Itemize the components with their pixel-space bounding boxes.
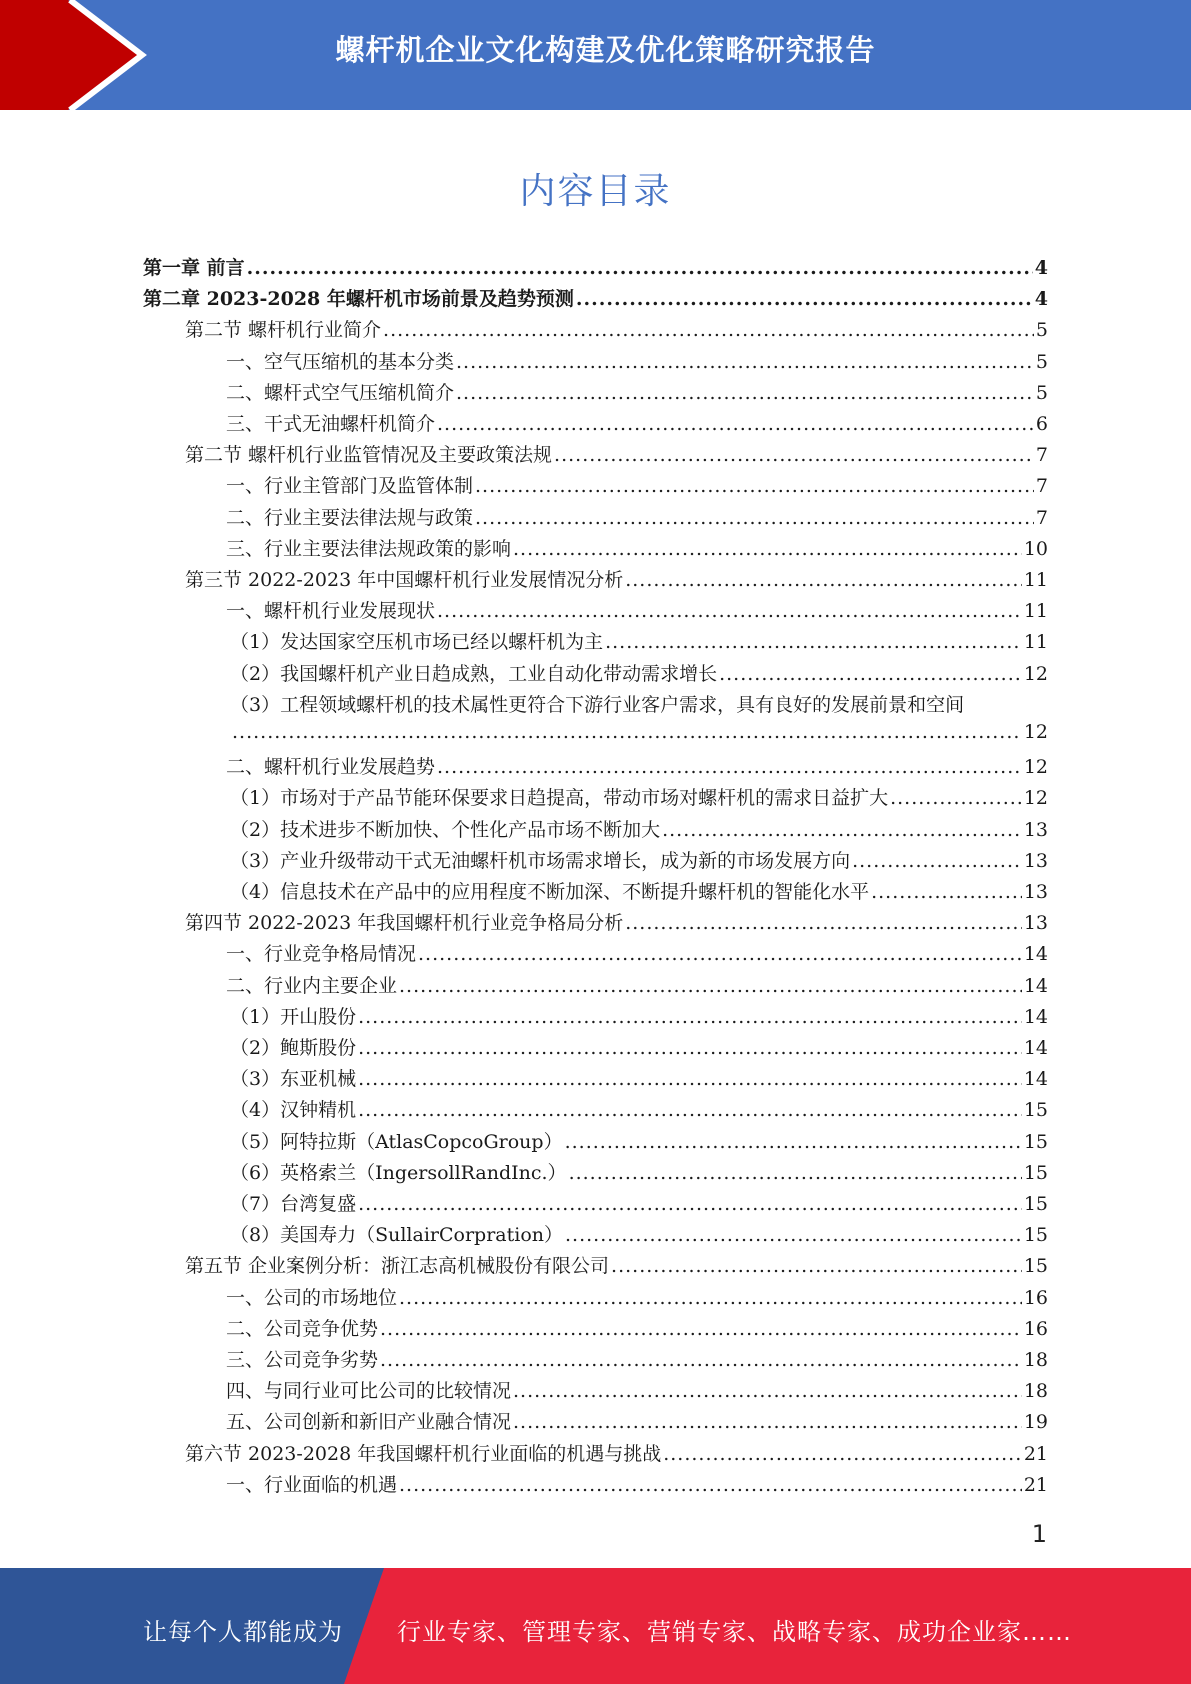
leader-dots: [625, 912, 1022, 934]
leader-dots: [456, 382, 1034, 404]
toc-entry-page: 21: [1023, 1442, 1048, 1465]
page-number: 1: [1031, 1520, 1047, 1548]
toc-entry-label: （2）技术进步不断加快、个性化产品市场不断加大: [230, 818, 661, 841]
toc-entry-label: 第三节 2022-2023 年中国螺杆机行业发展情况分析: [185, 569, 624, 591]
toc-entry-page: 15: [1023, 1224, 1048, 1247]
leader-dots: [871, 881, 1022, 903]
toc-entry-label: （1）市场对于产品节能环保要求日趋提高，带动市场对螺杆机的需求日益扩大: [230, 787, 889, 810]
toc-entry-page: 5: [1035, 350, 1048, 373]
toc-entry-label: （3）东亚机械: [230, 1068, 357, 1091]
toc-entry[interactable]: [226, 503, 1048, 534]
toc-entry-page: 18: [1023, 1349, 1048, 1371]
leader-dots: [437, 413, 1034, 435]
toc-entry-page: 12: [1023, 662, 1048, 685]
toc-entry-label: （2）我国螺杆机产业日趋成熟，工业自动化带动需求增长: [230, 662, 718, 685]
toc-entry-page: 7: [1035, 444, 1048, 467]
toc-entry[interactable]: [143, 253, 1048, 284]
toc-entry-page: 11: [1023, 600, 1048, 623]
leader-dots: [625, 569, 1022, 591]
leader-dots: [663, 1443, 1022, 1465]
toc-entry[interactable]: [230, 1033, 1048, 1064]
toc-entry-label: 二、螺杆式空气压缩机简介: [226, 381, 455, 404]
toc-entry[interactable]: [143, 284, 1048, 315]
leader-dots: [380, 1349, 1022, 1371]
toc-entry[interactable]: [230, 877, 1048, 908]
leader-dots: [475, 475, 1034, 497]
toc-entry[interactable]: [226, 1345, 1048, 1376]
toc-entry[interactable]: [230, 1220, 1048, 1251]
toc-entry-label: 四、与同行业可比公司的比较情况: [226, 1380, 512, 1403]
toc-entry[interactable]: [185, 565, 1048, 596]
toc-entry-page: 4: [1034, 257, 1048, 279]
toc-entry[interactable]: [226, 1314, 1048, 1345]
toc-entry[interactable]: [226, 347, 1048, 378]
leader-dots: [358, 1099, 1022, 1121]
toc-entry-label: 一、螺杆机行业发展现状: [226, 600, 436, 623]
leader-dots: [399, 1287, 1022, 1309]
toc-entry-label: 第四节 2022-2023 年我国螺杆机行业竞争格局分析: [185, 912, 624, 935]
toc-entry-label: （7）台湾复盛: [230, 1193, 357, 1215]
toc-entry[interactable]: [230, 1127, 1048, 1158]
toc-entry-page: 7: [1035, 475, 1048, 498]
toc-entry-label: 一、公司的市场地位: [226, 1286, 398, 1309]
toc-heading: 内容目录: [519, 171, 672, 212]
toc-entry-page: 11: [1023, 631, 1048, 654]
leader-dots: [399, 975, 1022, 997]
leader-dots: [418, 943, 1022, 965]
toc-entry-page: 14: [1023, 1005, 1048, 1028]
toc-entry-label: （6）英格索兰（IngersollRandInc.）: [230, 1161, 567, 1184]
toc-entry[interactable]: [230, 721, 1048, 752]
leader-dots: [576, 288, 1033, 310]
leader-dots: [232, 721, 1022, 743]
toc-entry-page: 6: [1035, 413, 1048, 435]
toc-entry[interactable]: [230, 1064, 1048, 1095]
toc-entry-page: 21: [1023, 1473, 1048, 1496]
leader-dots: [358, 1193, 1022, 1215]
toc-entry[interactable]: [230, 783, 1048, 814]
toc-entry-label: 二、行业内主要企业: [226, 974, 398, 997]
toc-entry-page: 19: [1023, 1411, 1048, 1434]
leader-dots: [719, 663, 1022, 685]
toc-entry-page: 10: [1023, 537, 1048, 560]
toc-entry-page: 5: [1035, 319, 1048, 342]
toc-entry-label: 一、行业竞争格局情况: [226, 943, 417, 966]
toc-entry-page: 13: [1023, 849, 1048, 872]
toc-entry-page: 13: [1023, 881, 1048, 903]
toc-entry-label: 第二节 螺杆机行业简介: [185, 319, 382, 342]
toc-entry-page: 16: [1023, 1286, 1048, 1309]
leader-dots: [611, 1255, 1022, 1277]
toc-entry-label: （1）发达国家空压机市场已经以螺杆机为主: [230, 631, 604, 654]
leader-dots: [437, 600, 1022, 622]
toc-entry-label: 二、公司竞争优势: [226, 1317, 379, 1340]
leader-dots: [358, 1068, 1022, 1090]
leader-dots: [890, 787, 1022, 809]
toc-entry-label: （8）美国寿力（SullairCorpration）: [230, 1224, 564, 1247]
toc-entry-page: 5: [1035, 381, 1048, 404]
toc-entry-label: 一、行业主管部门及监管体制: [226, 475, 474, 498]
leader-dots: [513, 1411, 1022, 1433]
toc-entry[interactable]: [226, 378, 1048, 409]
toc-entry-page: 12: [1023, 787, 1048, 810]
toc-entry-label: （2）鲍斯股份: [230, 1037, 357, 1059]
leader-dots: [383, 319, 1034, 341]
leader-dots: [437, 756, 1022, 778]
toc-entry[interactable]: [226, 596, 1048, 627]
toc-entry-page: 14: [1023, 1037, 1048, 1059]
toc-entry-page: 11: [1023, 569, 1048, 591]
toc-entry-label: 第二节 螺杆机行业监管情况及主要政策法规: [185, 444, 553, 467]
toc-entry[interactable]: [185, 1439, 1048, 1470]
leader-dots: [358, 1006, 1022, 1028]
footer-slogan-list: 行业专家、管理专家、营销专家、战略专家、成功企业家……: [397, 1618, 1072, 1646]
leader-dots: [456, 351, 1034, 373]
toc-entry[interactable]: [230, 1002, 1048, 1033]
toc-entry-label: 三、公司竞争劣势: [226, 1349, 379, 1371]
leader-dots: [605, 631, 1022, 653]
toc-entry-label: （4）汉钟精机: [230, 1099, 357, 1122]
leader-dots: [399, 1474, 1022, 1496]
leader-dots: [475, 507, 1034, 529]
toc-entry-page: 4: [1034, 288, 1048, 311]
toc-entry-page: 12: [1023, 756, 1048, 779]
toc-entry[interactable]: [185, 315, 1048, 346]
toc-entry-label: （3）产业升级带动干式无油螺杆机市场需求增长，成为新的市场发展方向: [230, 849, 851, 872]
toc-entry[interactable]: [226, 1407, 1048, 1438]
toc-entry[interactable]: [185, 908, 1048, 939]
toc-entry-page: 16: [1023, 1317, 1048, 1340]
toc-entry[interactable]: [226, 1470, 1048, 1501]
toc-entry[interactable]: [230, 1189, 1048, 1220]
toc-entry-page: 15: [1023, 1193, 1048, 1215]
toc-entry-page: 13: [1023, 818, 1048, 841]
leader-dots: [513, 538, 1022, 560]
leader-dots: [565, 1131, 1022, 1153]
toc-entry[interactable]: [230, 1158, 1048, 1189]
toc-entry-label: （1）开山股份: [230, 1005, 357, 1028]
toc-entry-page: 14: [1023, 943, 1048, 966]
toc-entry-label: （5）阿特拉斯（AtlasCopcoGroup）: [230, 1130, 563, 1153]
report-header: [0, 0, 1191, 110]
toc-entry-label: 五、公司创新和新旧产业融合情况: [226, 1411, 512, 1434]
leader-dots: [380, 1318, 1022, 1340]
leader-dots: [569, 1162, 1022, 1184]
toc-entry[interactable]: [230, 846, 1048, 877]
toc-entry-page: 15: [1023, 1161, 1048, 1184]
toc-entry-page: 13: [1023, 912, 1048, 935]
toc-entry-page: 15: [1023, 1130, 1048, 1153]
toc-entry[interactable]: [226, 1376, 1048, 1407]
toc-entry-label: 三、干式无油螺杆机简介: [226, 413, 436, 435]
toc-entry-label: 三、行业主要法律法规政策的影响: [226, 537, 512, 560]
toc-entry-label: 第五节 企业案例分析：浙江志高机械股份有限公司: [185, 1255, 610, 1278]
leader-dots: [852, 850, 1022, 872]
toc-entry-label: 第二章 2023-2028 年螺杆机市场前景及趋势预测: [143, 288, 574, 311]
toc-entry[interactable]: [226, 471, 1048, 502]
toc-entry[interactable]: [230, 1095, 1048, 1126]
report-title: 螺杆机企业文化构建及优化策略研究报告: [335, 33, 876, 67]
toc-entry[interactable]: [226, 752, 1048, 783]
footer-banner: [0, 1568, 1191, 1684]
leader-dots: [565, 1224, 1022, 1246]
toc-entry[interactable]: [185, 1251, 1048, 1282]
leader-dots: [662, 819, 1022, 841]
toc-entry-label: 一、行业面临的机遇: [226, 1473, 398, 1496]
toc-entry-label: （4）信息技术在产品中的应用程度不断加深、不断提升螺杆机的智能化水平: [230, 881, 870, 903]
toc-entry-label: 一、空气压缩机的基本分类: [226, 350, 455, 373]
leader-dots: [358, 1037, 1022, 1059]
toc-entry-page: 15: [1023, 1255, 1048, 1278]
toc-entry[interactable]: [226, 971, 1048, 1002]
toc-entry[interactable]: [185, 440, 1048, 471]
footer-slogan-lead: 让每个人都能成为: [143, 1618, 343, 1646]
leader-dots: [247, 257, 1033, 279]
toc-entry-label: （3）工程领域螺杆机的技术属性更符合下游行业客户需求，具有良好的发展前景和空间: [230, 693, 965, 716]
toc-entry-page: 12: [1023, 721, 1048, 743]
toc-entry-page: 14: [1023, 974, 1048, 997]
toc-entry[interactable]: [226, 409, 1048, 440]
toc-entry[interactable]: [230, 815, 1048, 846]
leader-dots: [513, 1380, 1022, 1402]
toc-entry-label: 第六节 2023-2028 年我国螺杆机行业面临的机遇与挑战: [185, 1442, 662, 1465]
toc-entry[interactable]: [230, 627, 1048, 658]
leader-dots: [554, 444, 1034, 466]
toc-entry[interactable]: [230, 659, 1048, 690]
toc-entry-page: 15: [1023, 1099, 1048, 1122]
toc-entry-label: 二、螺杆机行业发展趋势: [226, 756, 436, 779]
toc-entry-page: 14: [1023, 1068, 1048, 1091]
toc-entry-page: 18: [1023, 1380, 1048, 1403]
toc-entry-page: 7: [1035, 506, 1048, 529]
toc-entry[interactable]: [226, 1283, 1048, 1314]
toc-entry-label: 第一章 前言: [143, 257, 245, 279]
toc-entry[interactable]: [226, 534, 1048, 565]
toc-entry[interactable]: [226, 939, 1048, 970]
toc-entry-label: 二、行业主要法律法规与政策: [226, 506, 474, 529]
